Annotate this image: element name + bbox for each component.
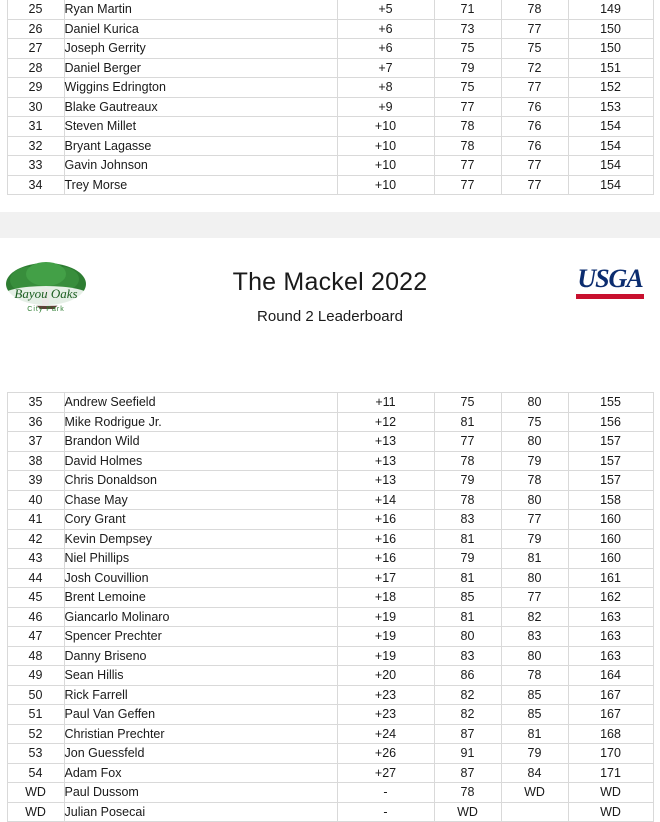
row-player: Christian Prechter [64, 724, 337, 744]
row-player: Kevin Dempsey [64, 529, 337, 549]
row-round2: WD [501, 783, 568, 803]
row-position: 37 [7, 432, 64, 452]
bayou-oaks-logo-graphic [0, 256, 120, 322]
row-total: 170 [568, 744, 653, 764]
row-round2: 77 [501, 588, 568, 608]
table-row [7, 156, 653, 176]
table-row [7, 432, 653, 452]
row-position: 38 [7, 451, 64, 471]
row-player: Bryant Lagasse [64, 136, 337, 156]
row-player: Trey Morse [64, 175, 337, 195]
row-total: 163 [568, 627, 653, 647]
row-score: +8 [337, 78, 434, 98]
table-row [7, 490, 653, 510]
row-score: +16 [337, 529, 434, 549]
row-round2: 81 [501, 549, 568, 569]
row-score: +23 [337, 685, 434, 705]
row-round2: 81 [501, 724, 568, 744]
table-row [7, 136, 653, 156]
table-row [7, 97, 653, 117]
row-position: 35 [7, 393, 64, 413]
row-total: 164 [568, 666, 653, 686]
row-total: 154 [568, 156, 653, 176]
row-round2: 78 [501, 471, 568, 491]
row-round1: 87 [434, 763, 501, 783]
row-total: 162 [568, 588, 653, 608]
row-round2: 76 [501, 117, 568, 137]
row-position: 34 [7, 175, 64, 195]
row-round1: 77 [434, 97, 501, 117]
row-score: +13 [337, 471, 434, 491]
row-position: 25 [7, 0, 64, 19]
leaderboard-table-bottom [7, 392, 654, 822]
row-total: 160 [568, 549, 653, 569]
previous-page-table-section [0, 0, 660, 212]
table-row [7, 0, 653, 19]
row-round2: 80 [501, 490, 568, 510]
row-score: +23 [337, 705, 434, 725]
usga-logo [574, 264, 646, 306]
table-row [7, 802, 653, 822]
row-player: Cory Grant [64, 510, 337, 530]
row-player: Blake Gautreaux [64, 97, 337, 117]
page-break-gap [0, 212, 660, 238]
row-total: 163 [568, 646, 653, 666]
row-round1: 82 [434, 705, 501, 725]
table-row [7, 685, 653, 705]
svg-text:City Park: City Park [27, 306, 65, 313]
row-round2: 80 [501, 568, 568, 588]
leaderboard-table-top-body [7, 0, 653, 195]
row-position: 26 [7, 19, 64, 39]
row-total: 154 [568, 175, 653, 195]
row-round1: 81 [434, 412, 501, 432]
row-position: 39 [7, 471, 64, 491]
row-total: 151 [568, 58, 653, 78]
row-round1: 78 [434, 136, 501, 156]
row-score: - [337, 802, 434, 822]
table-row [7, 393, 653, 413]
row-round2: 77 [501, 175, 568, 195]
row-position: 49 [7, 666, 64, 686]
row-round1: 80 [434, 627, 501, 647]
row-score: +10 [337, 156, 434, 176]
row-round2: 72 [501, 58, 568, 78]
row-position: 27 [7, 39, 64, 59]
row-position: 51 [7, 705, 64, 725]
row-total: 158 [568, 490, 653, 510]
table-row [7, 744, 653, 764]
page-subtitle: Round 2 Leaderboard [257, 308, 403, 325]
row-score: +9 [337, 97, 434, 117]
row-total: 167 [568, 685, 653, 705]
row-player: Danny Briseno [64, 646, 337, 666]
row-round2: 79 [501, 744, 568, 764]
row-player: Ryan Martin [64, 0, 337, 19]
row-round1: 71 [434, 0, 501, 19]
row-total: 155 [568, 393, 653, 413]
row-position: 45 [7, 588, 64, 608]
row-player: Daniel Berger [64, 58, 337, 78]
row-player: Brandon Wild [64, 432, 337, 452]
row-position: 36 [7, 412, 64, 432]
row-total: 157 [568, 471, 653, 491]
table-row [7, 117, 653, 137]
row-position: 40 [7, 490, 64, 510]
row-position: 31 [7, 117, 64, 137]
row-round1: 81 [434, 607, 501, 627]
page-title: The Mackel 2022 [232, 268, 428, 296]
table-row [7, 510, 653, 530]
row-player: Chase May [64, 490, 337, 510]
row-score: +19 [337, 627, 434, 647]
row-position: WD [7, 783, 64, 803]
row-total: 150 [568, 39, 653, 59]
row-round1: 83 [434, 646, 501, 666]
row-round2: 77 [501, 78, 568, 98]
row-round1: 78 [434, 117, 501, 137]
leaderboard-table-top [7, 0, 654, 195]
table-row [7, 724, 653, 744]
row-position: 44 [7, 568, 64, 588]
row-player: Wiggins Edrington [64, 78, 337, 98]
row-total: 171 [568, 763, 653, 783]
row-round1: 78 [434, 490, 501, 510]
row-total: 150 [568, 19, 653, 39]
row-player: Paul Van Geffen [64, 705, 337, 725]
row-score: +12 [337, 412, 434, 432]
table-row [7, 451, 653, 471]
row-score: +16 [337, 510, 434, 530]
row-position: 50 [7, 685, 64, 705]
row-player: Spencer Prechter [64, 627, 337, 647]
bayou-oaks-logo [0, 256, 120, 322]
row-score: +6 [337, 39, 434, 59]
row-round1: 81 [434, 568, 501, 588]
row-round1: 75 [434, 39, 501, 59]
row-player: Steven Millet [64, 117, 337, 137]
table-row [7, 646, 653, 666]
row-round1: 73 [434, 19, 501, 39]
row-player: Rick Farrell [64, 685, 337, 705]
current-page-section [0, 238, 660, 822]
table-row [7, 783, 653, 803]
row-round1: WD [434, 802, 501, 822]
row-round2: 79 [501, 529, 568, 549]
usga-logo-text: USGA [577, 264, 643, 293]
row-score: +26 [337, 744, 434, 764]
row-round1: 81 [434, 529, 501, 549]
table-row [7, 78, 653, 98]
row-position: 41 [7, 510, 64, 530]
row-position: 52 [7, 724, 64, 744]
row-round2: 77 [501, 156, 568, 176]
row-round2: 76 [501, 136, 568, 156]
row-round1: 79 [434, 58, 501, 78]
row-score: +20 [337, 666, 434, 686]
row-position: 53 [7, 744, 64, 764]
row-total: 160 [568, 529, 653, 549]
row-round2: 78 [501, 666, 568, 686]
table-row [7, 471, 653, 491]
row-round2: 80 [501, 432, 568, 452]
row-round1: 75 [434, 393, 501, 413]
row-score: +6 [337, 19, 434, 39]
row-total: 157 [568, 432, 653, 452]
row-round2: 75 [501, 412, 568, 432]
row-score: +19 [337, 646, 434, 666]
row-position: 29 [7, 78, 64, 98]
row-round2: 80 [501, 646, 568, 666]
row-round1: 91 [434, 744, 501, 764]
row-total: 152 [568, 78, 653, 98]
row-player: Daniel Kurica [64, 19, 337, 39]
row-player: Brent Lemoine [64, 588, 337, 608]
row-round2: 82 [501, 607, 568, 627]
row-round1: 85 [434, 588, 501, 608]
row-score: +7 [337, 58, 434, 78]
row-round1: 83 [434, 510, 501, 530]
row-round2: 77 [501, 19, 568, 39]
row-position: 32 [7, 136, 64, 156]
row-position: 30 [7, 97, 64, 117]
table-row [7, 39, 653, 59]
table-row [7, 529, 653, 549]
usga-logo-bar [576, 294, 644, 299]
row-player: David Holmes [64, 451, 337, 471]
row-player: Adam Fox [64, 763, 337, 783]
row-round1: 78 [434, 451, 501, 471]
table-row [7, 412, 653, 432]
row-round1: 82 [434, 685, 501, 705]
row-score: +10 [337, 117, 434, 137]
row-total: 163 [568, 607, 653, 627]
row-round1: 75 [434, 78, 501, 98]
row-score: +19 [337, 607, 434, 627]
header-spacer [0, 358, 660, 392]
table-row [7, 666, 653, 686]
row-round2: 80 [501, 393, 568, 413]
row-player: Joseph Gerrity [64, 39, 337, 59]
row-round1: 77 [434, 156, 501, 176]
row-player: Jon Guessfeld [64, 744, 337, 764]
row-round2: 77 [501, 510, 568, 530]
row-round2: 79 [501, 451, 568, 471]
row-position: 48 [7, 646, 64, 666]
row-round1: 79 [434, 471, 501, 491]
row-round2 [501, 802, 568, 822]
row-score: +13 [337, 451, 434, 471]
row-round1: 87 [434, 724, 501, 744]
row-score: +10 [337, 175, 434, 195]
row-total: 157 [568, 451, 653, 471]
row-position: 28 [7, 58, 64, 78]
row-player: Niel Phillips [64, 549, 337, 569]
row-score: +13 [337, 432, 434, 452]
row-score: +5 [337, 0, 434, 19]
row-score: +10 [337, 136, 434, 156]
row-round2: 75 [501, 39, 568, 59]
row-round1: 86 [434, 666, 501, 686]
table-row [7, 627, 653, 647]
row-score: +14 [337, 490, 434, 510]
row-total: 167 [568, 705, 653, 725]
row-round1: 79 [434, 549, 501, 569]
row-round1: 77 [434, 175, 501, 195]
row-player: Andrew Seefield [64, 393, 337, 413]
row-round2: 78 [501, 0, 568, 19]
row-player: Gavin Johnson [64, 156, 337, 176]
row-position: 47 [7, 627, 64, 647]
row-total: 154 [568, 136, 653, 156]
table-row [7, 175, 653, 195]
row-score: +24 [337, 724, 434, 744]
table-row [7, 19, 653, 39]
table-row [7, 58, 653, 78]
row-score: +27 [337, 763, 434, 783]
row-total: 168 [568, 724, 653, 744]
row-round2: 85 [501, 685, 568, 705]
row-total: WD [568, 783, 653, 803]
row-total: 161 [568, 568, 653, 588]
row-player: Mike Rodrigue Jr. [64, 412, 337, 432]
row-score: - [337, 783, 434, 803]
row-total: 160 [568, 510, 653, 530]
row-position: 54 [7, 763, 64, 783]
row-score: +17 [337, 568, 434, 588]
row-total: 153 [568, 97, 653, 117]
row-round1: 78 [434, 783, 501, 803]
leaderboard-table-bottom-body [7, 393, 653, 822]
row-player: Josh Couvillion [64, 568, 337, 588]
row-round2: 83 [501, 627, 568, 647]
row-total: 149 [568, 0, 653, 19]
row-position: 43 [7, 549, 64, 569]
row-total: 154 [568, 117, 653, 137]
row-score: +16 [337, 549, 434, 569]
row-score: +18 [337, 588, 434, 608]
row-position: 46 [7, 607, 64, 627]
row-total: 156 [568, 412, 653, 432]
row-position: 33 [7, 156, 64, 176]
row-player: Giancarlo Molinaro [64, 607, 337, 627]
row-position: 42 [7, 529, 64, 549]
row-player: Sean Hillis [64, 666, 337, 686]
svg-text:Bayou Oaks: Bayou Oaks [14, 286, 78, 301]
table-row [7, 588, 653, 608]
table-row [7, 549, 653, 569]
row-round1: 77 [434, 432, 501, 452]
row-player: Chris Donaldson [64, 471, 337, 491]
table-row [7, 705, 653, 725]
row-round2: 85 [501, 705, 568, 725]
table-row [7, 607, 653, 627]
table-row [7, 763, 653, 783]
page-header [0, 238, 660, 358]
row-position: WD [7, 802, 64, 822]
row-player: Julian Posecai [64, 802, 337, 822]
row-score: +11 [337, 393, 434, 413]
row-round2: 76 [501, 97, 568, 117]
row-round2: 84 [501, 763, 568, 783]
row-total: WD [568, 802, 653, 822]
table-row [7, 568, 653, 588]
row-player: Paul Dussom [64, 783, 337, 803]
